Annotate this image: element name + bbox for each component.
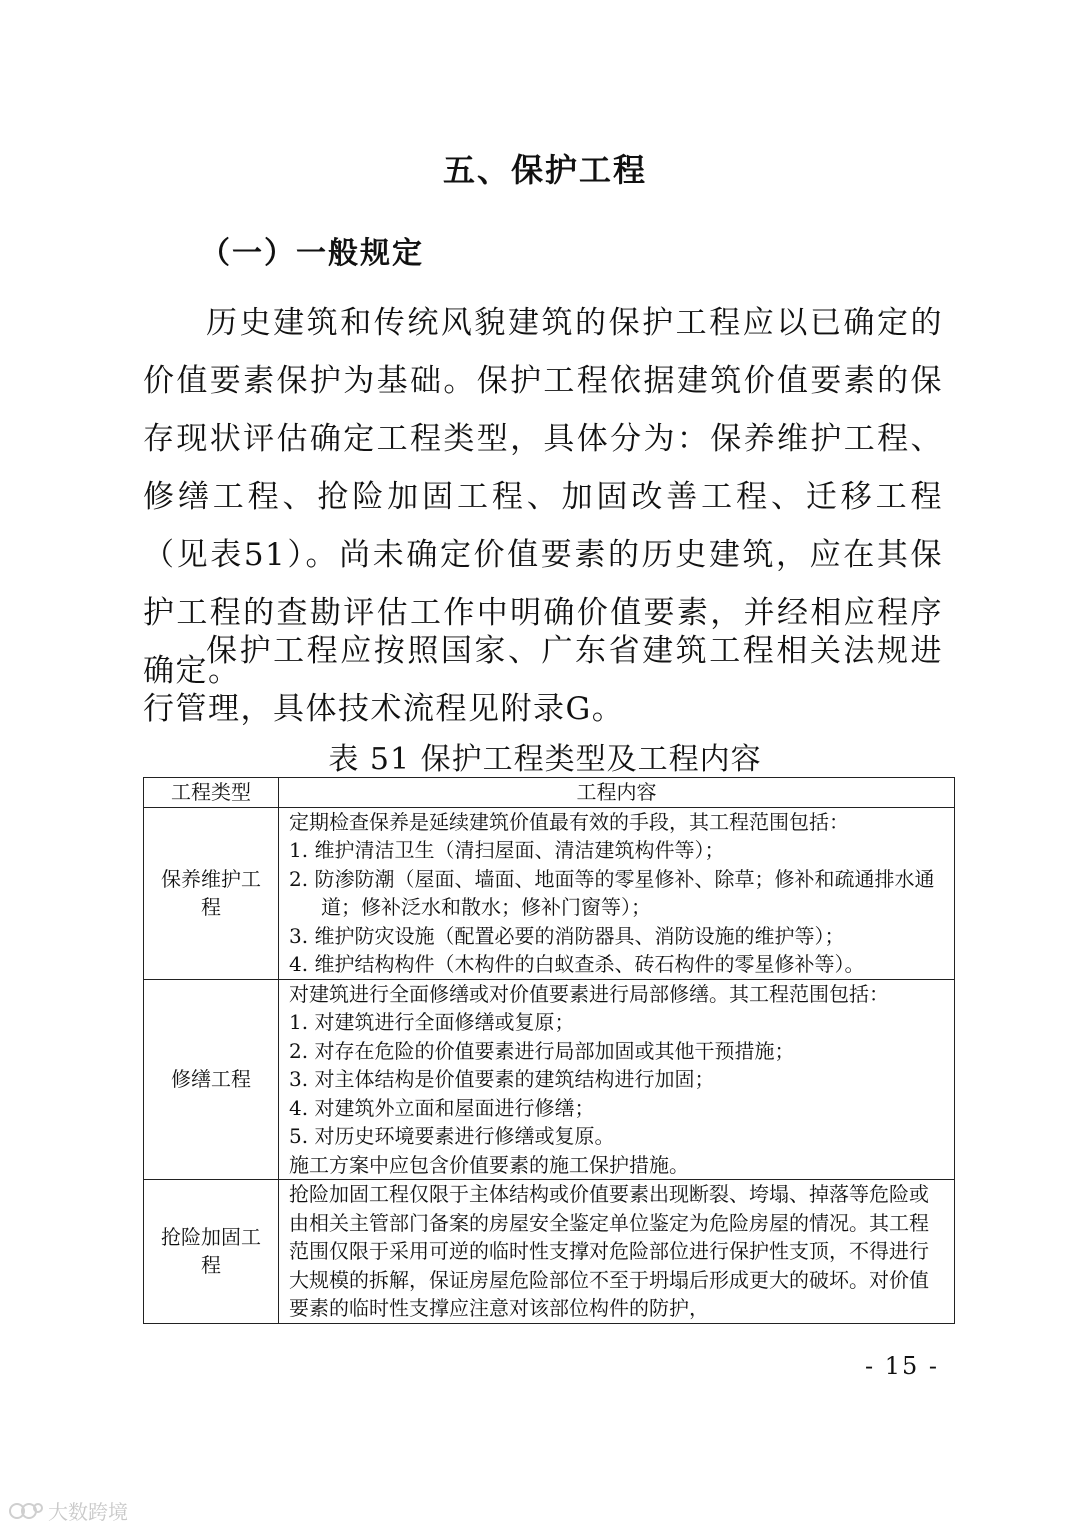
subsection-heading: （一）一般规定: [200, 236, 424, 271]
table-row: [144, 1180, 955, 1324]
paragraph-2-text: 保护工程应按照国家、广东省建筑工程相关法规进行管理，具体技术流程见附录G。: [143, 633, 943, 727]
row-content-maintenance: [279, 807, 955, 979]
table-caption: 表 51 保护工程类型及工程内容: [328, 742, 762, 777]
row-content-emergency: [279, 1180, 955, 1324]
content-line: 2. 对存在危险的价值要素进行局部加固或其他干预措施；: [289, 1038, 795, 1063]
content-line: 1. 维护清洁卫生（清扫屋面、清洁建筑构件等）；: [289, 838, 725, 862]
watermark-text: 大数跨境: [48, 1500, 128, 1524]
content-line: 抢险加固工程仅限于主体结构或价值要素出现断裂、垮塌、掉落等危险或由相关主管部门备案的房屋安全鉴定单位鉴定为危险房屋的情况。其工程范围仅限于采用可逆的临时性支撑对危险部位进行保护性支顶，不得进行大规模的拆解，保证房屋危险部位不至于坍塌后形成更大的破坏。对价值要素的临时性支撑应注意对该部位构件的防护，: [289, 1182, 929, 1320]
table-header-row: [144, 778, 955, 808]
row-type-repair: 修缮工程: [144, 979, 279, 1180]
table-row: [144, 979, 955, 1180]
content-line: 对建筑进行全面修缮或对价值要素进行局部修缮。其工程范围包括：: [289, 981, 889, 1006]
section-heading: 五、保护工程: [442, 151, 647, 189]
content-line: 施工方案中应包含价值要素的施工保护措施。: [289, 1152, 689, 1177]
watermark: [8, 1496, 128, 1525]
protection-work-table: [143, 777, 955, 1324]
content-line: 3. 对主体结构是价值要素的建筑结构进行加固；: [289, 1067, 715, 1091]
row-type-emergency: 抢险加固工程: [144, 1180, 279, 1324]
content-line: 5. 对历史环境要素进行修缮或复原。: [289, 1124, 615, 1148]
content-line: 4. 维护结构构件（木构件的白蚁查杀、砖石构件的零星修补等）。: [289, 952, 865, 976]
content-line: 4. 对建筑外立面和屋面进行修缮；: [289, 1095, 595, 1120]
paragraph-2: [143, 622, 943, 738]
header-work-content: 工程内容: [279, 778, 955, 808]
content-line: 3. 维护防灾设施（配置必要的消防器具、消防设施的维护等）；: [289, 923, 845, 948]
content-line: 1. 对建筑进行全面修缮或复原；: [289, 1010, 575, 1034]
content-line: 定期检查保养是延续建筑价值最有效的手段，其工程范围包括：: [289, 809, 849, 834]
table-row: [144, 807, 955, 979]
page-number: - 15 -: [865, 1352, 940, 1380]
row-content-repair: [279, 979, 955, 1180]
header-work-type: 工程类型: [144, 778, 279, 808]
content-line: 2. 防渗防潮（屋面、墙面、地面等的零星修补、除草；修补和疏通排水通道；修补泛水和散水；修补门窗等）；: [289, 866, 935, 919]
row-type-maintenance: 保养维护工程: [144, 807, 279, 979]
paragraph-1-text: 历史建筑和传统风貌建筑的保护工程应以已确定的价值要素保护为基础。保护工程依据建筑价值要素的保存现状评估确定工程类型，具体分为：保养维护工程、修缮工程、抢险加固工程、加固改善工程、迁移工程（见表51）。尚未确定价值要素的历史建筑，应在其保护工程的查勘评估工作中明确价值要素，并经相应程序确定。: [143, 305, 943, 689]
brand-logo-icon: [8, 1500, 44, 1522]
